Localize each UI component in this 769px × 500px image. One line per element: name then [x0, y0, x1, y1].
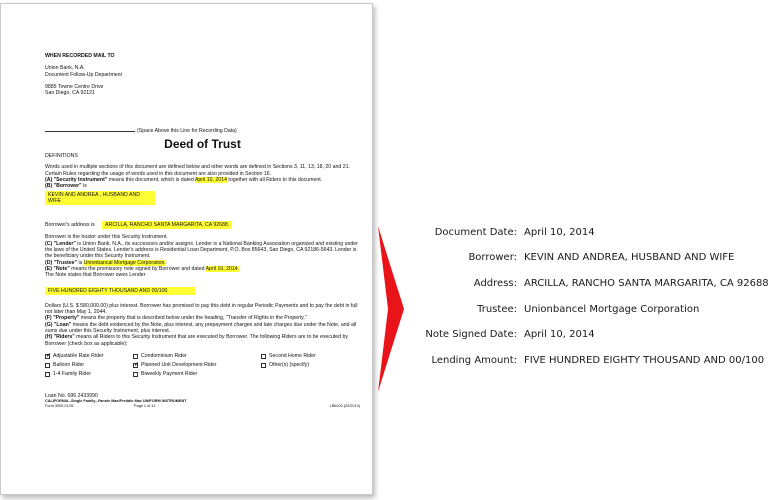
rider-label: Other(s) (specify)	[269, 361, 310, 368]
field-value: Unionbancel Mortgage Corporation	[524, 304, 700, 315]
definition-a-tail: together with all Riders to this document.	[226, 176, 323, 183]
definition-c	[45, 241, 360, 260]
definition-g-text: means the debt evidenced by the Note, plus interest, any prepayment charges and late charges due under the Note, and all sums due under this Security Instrument, plus interest.	[45, 321, 357, 335]
loan-number: Loan No. 696 2433990	[45, 392, 98, 399]
definition-f-label: (F) "Property"	[45, 315, 80, 322]
definition-c-label: (C) "Lender"	[45, 240, 76, 247]
field-trustee	[388, 303, 699, 316]
field-address	[388, 277, 769, 290]
dollars-paragraph: Dollars (U.S. $ 580,000.00) plus interest. Borrower has promised to pay this debt in regular Periodic Payments and to pay the debt in full not later than May 1, 2044.	[45, 302, 358, 316]
note-date: April 10, 2014.	[205, 265, 240, 272]
rider-1-4-family[interactable]	[45, 371, 91, 377]
recording-underline	[45, 128, 135, 132]
definition-f-text: means the property that is described below under the heading, "Transfer of Rights in the Property."	[79, 315, 307, 322]
field-label: Note Signed Date:	[425, 329, 517, 340]
rider-balloon[interactable]	[45, 362, 84, 368]
rider-condominium[interactable]	[133, 353, 187, 359]
checkbox-empty-icon[interactable]	[261, 354, 266, 359]
definition-e-label: (E) "Note"	[45, 265, 70, 272]
footer-page-number: Page 1 of 12	[133, 403, 156, 408]
checkbox-empty-icon[interactable]	[133, 372, 138, 377]
borrower-address-label: Borrower's address is	[45, 222, 95, 229]
security-instrument-date: April 10, 2014	[194, 176, 227, 183]
document-body	[45, 53, 360, 408]
borrower-names: KEVIN AND ANDREA , HUSBAND AND WIFE	[45, 191, 155, 206]
checkbox-empty-icon[interactable]	[261, 363, 266, 368]
field-label: Trustee:	[477, 304, 517, 315]
definition-a-text: means this document, which is dated	[107, 176, 195, 183]
definition-a-label: (A) "Security Instrument"	[45, 176, 108, 183]
mail-address: Union Bank, N.A. Document Follow-Up Department 9885 Towne Centre Drive San Diego, CA 92121	[45, 65, 122, 97]
field-note-signed-date	[388, 328, 595, 341]
definition-d-text: is	[77, 259, 84, 266]
checkbox-checked-icon[interactable]	[133, 363, 138, 368]
definition-b	[45, 183, 360, 189]
footer-form-number: Form 3005 01/01	[45, 403, 74, 408]
checkbox-empty-icon[interactable]	[133, 354, 138, 359]
recording-line	[45, 128, 360, 134]
definition-b-label: (B) "Borrower"	[45, 183, 82, 190]
amount-in-words: FIVE HUNDRED EIGHTY THOUSAND AND 00/100	[45, 287, 195, 295]
rider-label: Second Home Rider	[269, 352, 316, 359]
definition-b-text: is	[81, 183, 87, 190]
footer-code: LB6200 (02/2013)	[329, 403, 360, 408]
borrower-address: ARCILLA, RANCHO SANTA MARGARITA, CA 92688.	[102, 221, 232, 229]
footer-form-title: CALIFORNIA--Single Family--Fannie Mae/Freddie Mac UNIFORM INSTRUMENT	[45, 399, 187, 404]
checkbox-empty-icon[interactable]	[45, 363, 50, 368]
definition-e-tail: The Note states that Borrower owes Lender	[45, 272, 146, 279]
riders-checklist	[45, 353, 360, 379]
borrower-address-line	[45, 221, 360, 229]
rider-label: Balloon Rider	[53, 361, 85, 368]
rider-planned-unit-development[interactable]	[133, 362, 217, 368]
definition-c-text: is Union Bank, N.A., its successors and/or assigns. Lender is a National Banking Association organized and existing under the laws of the United States. Lender's address is Residential Loan Department, P.O. Box 85643, San Diego, CA 92186-5643. Lender is the beneficiary under this Security Instrument.	[45, 240, 358, 260]
field-value: ARCILLA, RANCHO SANTA MARGARITA, CA 92688	[524, 278, 769, 289]
rider-biweekly-payment[interactable]	[133, 371, 197, 377]
definitions-intro: Words used in multiple sections of this document are defined below and other words are defined in Sections 3, 11, 13, 18, 20 and 21. Certain Rules regarding the usage of words used in this document are also provided in Section 16.	[45, 164, 350, 177]
field-label: Address:	[473, 278, 517, 289]
definition-g-label: (G) "Loan"	[45, 321, 72, 328]
rider-adjustable-rate[interactable]	[45, 353, 103, 359]
deed-of-trust-page	[0, 3, 373, 495]
rider-label: Condominium Rider	[141, 352, 187, 359]
definition-a	[45, 177, 360, 183]
field-value: April 10, 2014	[524, 227, 595, 238]
field-label: Document Date:	[434, 227, 517, 238]
field-value: FIVE HUNDRED EIGHTY THOUSAND AND 00/100	[524, 355, 765, 366]
field-borrower	[388, 251, 734, 264]
definition-d-label: (D) "Trustee"	[45, 259, 78, 266]
field-label: Borrower:	[468, 252, 517, 263]
footer-row	[45, 404, 360, 409]
field-document-date	[388, 226, 595, 239]
recording-line-text: (Space Above this Line for Recording Data)	[137, 127, 237, 134]
checkbox-empty-icon[interactable]	[45, 372, 50, 377]
checkbox-checked-icon[interactable]	[45, 354, 50, 359]
mail-heading: WHEN RECORDED MAIL TO	[45, 53, 115, 59]
rider-label: Biweekly Payment Rider	[141, 370, 198, 377]
rider-label: Adjustable Rate Rider	[53, 352, 104, 359]
rider-second-home[interactable]	[261, 353, 316, 359]
definitions-heading: DEFINITIONS	[45, 153, 78, 160]
definition-h-text: means all Riders to this Security Instrument that are executed by Borrower. The following Riders are to be executed by Borrower (check box as applicable):	[45, 334, 348, 347]
definition-h	[45, 334, 360, 347]
rider-label: Planned Unit Development Rider	[141, 361, 217, 368]
rider-other[interactable]	[261, 362, 309, 368]
definition-h-label: (H) "Riders"	[45, 334, 75, 341]
rider-label: 1-4 Family Rider	[53, 370, 92, 377]
field-value: KEVIN AND ANDREA, HUSBAND AND WIFE	[524, 252, 735, 263]
definition-e-text: means the promissory note signed by Borrower and dated	[69, 265, 206, 272]
document-title: Deed of Trust	[164, 137, 241, 152]
trustor-line: Borrower is the trustor under this Security Instrument.	[45, 234, 168, 241]
definition-g	[45, 322, 360, 335]
field-label: Lending Amount:	[431, 355, 517, 366]
trustee-name: Unionbancal Mortgage Corporation.	[83, 259, 166, 266]
field-lending-amount	[388, 354, 764, 367]
field-value: April 10, 2014	[524, 329, 595, 340]
